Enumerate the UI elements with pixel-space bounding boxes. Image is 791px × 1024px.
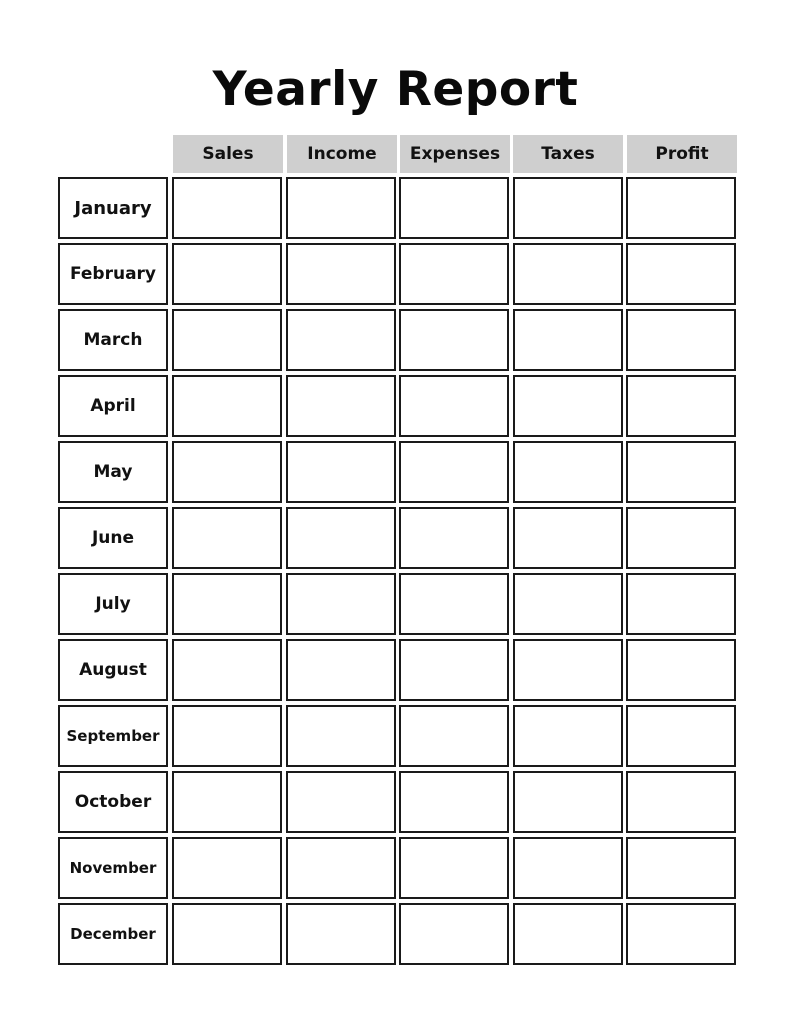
month-label-cell <box>58 837 168 899</box>
entry-cell-sales[interactable] <box>172 639 282 701</box>
month-label-cell <box>58 507 168 569</box>
entry-cell-expenses[interactable] <box>399 639 509 701</box>
entry-cell-sales[interactable] <box>172 903 282 965</box>
month-label-cell <box>58 375 168 437</box>
month-label: February <box>69 264 157 284</box>
month-label: December <box>70 925 156 943</box>
month-label-cell <box>58 243 168 305</box>
month-label-cell <box>58 903 168 965</box>
entry-cell-taxes[interactable] <box>513 837 623 899</box>
entry-cell-income[interactable] <box>286 375 396 437</box>
entry-cell-income[interactable] <box>286 639 396 701</box>
table-row <box>0 705 791 767</box>
month-label: March <box>83 330 143 350</box>
entry-cell-sales[interactable] <box>172 705 282 767</box>
month-label-cell <box>58 639 168 701</box>
table-row <box>0 375 791 437</box>
table-row <box>0 507 791 569</box>
column-header-sales: Sales <box>173 135 283 173</box>
entry-cell-profit[interactable] <box>626 573 736 635</box>
entry-cell-profit[interactable] <box>626 771 736 833</box>
month-label-cell <box>58 441 168 503</box>
entry-cell-profit[interactable] <box>626 639 736 701</box>
table-row <box>0 309 791 371</box>
entry-cell-income[interactable] <box>286 243 396 305</box>
entry-cell-income[interactable] <box>286 705 396 767</box>
entry-cell-expenses[interactable] <box>399 771 509 833</box>
entry-cell-sales[interactable] <box>172 771 282 833</box>
entry-cell-income[interactable] <box>286 573 396 635</box>
table-row <box>0 903 791 965</box>
entry-cell-taxes[interactable] <box>513 375 623 437</box>
entry-cell-sales[interactable] <box>172 441 282 503</box>
entry-cell-profit[interactable] <box>626 903 736 965</box>
entry-cell-income[interactable] <box>286 441 396 503</box>
table-row <box>0 771 791 833</box>
column-header-row <box>0 135 791 173</box>
entry-cell-profit[interactable] <box>626 177 736 239</box>
entry-cell-expenses[interactable] <box>399 573 509 635</box>
entry-cell-taxes[interactable] <box>513 771 623 833</box>
entry-cell-taxes[interactable] <box>513 177 623 239</box>
entry-cell-sales[interactable] <box>172 507 282 569</box>
entry-cell-taxes[interactable] <box>513 507 623 569</box>
table-row <box>0 639 791 701</box>
entry-cell-profit[interactable] <box>626 441 736 503</box>
month-label-cell <box>58 309 168 371</box>
entry-cell-taxes[interactable] <box>513 639 623 701</box>
table-row <box>0 573 791 635</box>
column-header-profit: Profit <box>627 135 737 173</box>
entry-cell-taxes[interactable] <box>513 705 623 767</box>
entry-cell-taxes[interactable] <box>513 903 623 965</box>
entry-cell-income[interactable] <box>286 771 396 833</box>
entry-cell-sales[interactable] <box>172 309 282 371</box>
column-header-taxes: Taxes <box>513 135 623 173</box>
entry-cell-income[interactable] <box>286 837 396 899</box>
entry-cell-expenses[interactable] <box>399 243 509 305</box>
entry-cell-expenses[interactable] <box>399 441 509 503</box>
entry-cell-taxes[interactable] <box>513 309 623 371</box>
month-label-cell <box>58 573 168 635</box>
entry-cell-taxes[interactable] <box>513 243 623 305</box>
entry-cell-taxes[interactable] <box>513 441 623 503</box>
table-row <box>0 441 791 503</box>
month-label-cell <box>58 705 168 767</box>
month-label-cell <box>58 177 168 239</box>
entry-cell-profit[interactable] <box>626 705 736 767</box>
entry-cell-sales[interactable] <box>172 243 282 305</box>
month-label: July <box>95 594 131 614</box>
table-row <box>0 837 791 899</box>
entry-cell-expenses[interactable] <box>399 837 509 899</box>
month-label: June <box>91 528 135 548</box>
entry-cell-income[interactable] <box>286 309 396 371</box>
month-label: November <box>69 859 157 877</box>
month-label: October <box>74 792 152 812</box>
column-header-income: Income <box>287 135 397 173</box>
entry-cell-profit[interactable] <box>626 243 736 305</box>
entry-cell-sales[interactable] <box>172 177 282 239</box>
entry-cell-profit[interactable] <box>626 309 736 371</box>
entry-cell-sales[interactable] <box>172 573 282 635</box>
column-header-expenses: Expenses <box>400 135 510 173</box>
entry-cell-income[interactable] <box>286 507 396 569</box>
entry-cell-expenses[interactable] <box>399 177 509 239</box>
page-title: Yearly Report <box>212 62 579 117</box>
month-label: January <box>74 197 152 219</box>
entry-cell-profit[interactable] <box>626 507 736 569</box>
entry-cell-sales[interactable] <box>172 837 282 899</box>
month-label: August <box>79 660 147 680</box>
entry-cell-profit[interactable] <box>626 837 736 899</box>
entry-cell-expenses[interactable] <box>399 705 509 767</box>
month-label: May <box>93 462 133 482</box>
entry-cell-taxes[interactable] <box>513 573 623 635</box>
table-row <box>0 177 791 239</box>
month-label-cell <box>58 771 168 833</box>
entry-cell-expenses[interactable] <box>399 375 509 437</box>
entry-cell-expenses[interactable] <box>399 309 509 371</box>
month-label: April <box>90 396 136 416</box>
table-row <box>0 243 791 305</box>
entry-cell-income[interactable] <box>286 903 396 965</box>
entry-cell-income[interactable] <box>286 177 396 239</box>
entry-cell-expenses[interactable] <box>399 507 509 569</box>
entry-cell-expenses[interactable] <box>399 903 509 965</box>
entry-cell-sales[interactable] <box>172 375 282 437</box>
month-label: September <box>66 727 160 745</box>
entry-cell-profit[interactable] <box>626 375 736 437</box>
